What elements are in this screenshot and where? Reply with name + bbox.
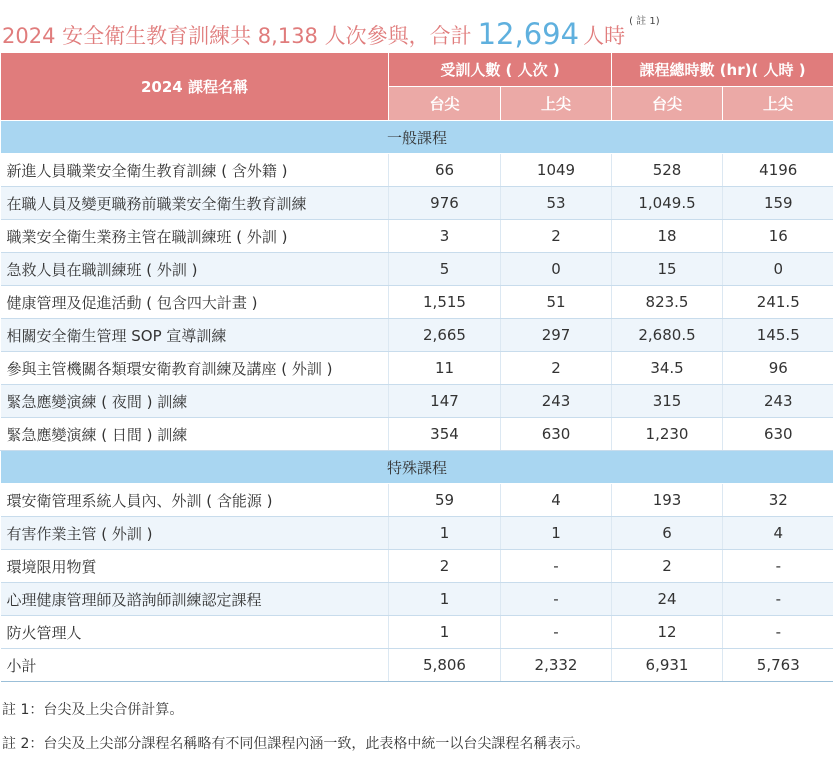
table-row: [1, 583, 833, 616]
value-cell: 96: [723, 352, 833, 385]
value-cell: 6: [612, 517, 723, 550]
value-cell: 2,665: [389, 319, 501, 352]
value-cell: 1: [389, 517, 501, 550]
value-cell: 5: [389, 253, 501, 286]
table-row: [1, 484, 833, 517]
section-row: [1, 451, 833, 484]
subtotal-value: 2,332: [501, 649, 612, 682]
value-cell: -: [723, 550, 833, 583]
table-row: [1, 616, 833, 649]
title-total-hours: 12,694: [477, 17, 580, 51]
value-cell: 354: [389, 418, 501, 451]
table-row: [1, 220, 833, 253]
subtotal-label: 小計: [1, 649, 389, 682]
value-cell: 2: [389, 550, 501, 583]
value-cell: 59: [389, 484, 501, 517]
value-cell: 4196: [723, 154, 833, 187]
value-cell: 1: [501, 517, 612, 550]
course-name-cell: 相關安全衛生管理 SOP 宣導訓練: [1, 319, 389, 352]
value-cell: 18: [612, 220, 723, 253]
subtotal-value: 5,806: [389, 649, 501, 682]
table-row: [1, 550, 833, 583]
value-cell: 2: [501, 220, 612, 253]
value-cell: 15: [612, 253, 723, 286]
title-unit: 人時: [583, 24, 626, 48]
value-cell: 297: [501, 319, 612, 352]
trainees-header: 受訓人數 ( 人次 ): [389, 53, 612, 87]
value-cell: 630: [723, 418, 833, 451]
value-cell: 243: [501, 385, 612, 418]
course-name-cell: 在職人員及變更職務前職業安全衛生教育訓練: [1, 187, 389, 220]
section-label: 特殊課程: [1, 451, 833, 484]
section-row: [1, 121, 833, 154]
value-cell: 3: [389, 220, 501, 253]
table-row: [1, 418, 833, 451]
value-cell: 1: [389, 616, 501, 649]
value-cell: 1049: [501, 154, 612, 187]
value-cell: 24: [612, 583, 723, 616]
value-cell: 976: [389, 187, 501, 220]
course-name-cell: 環境限用物質: [1, 550, 389, 583]
value-cell: 16: [723, 220, 833, 253]
value-cell: -: [723, 616, 833, 649]
value-cell: 2: [612, 550, 723, 583]
course-name-cell: 職業安全衛生業務主管在職訓練班 ( 外訓 ): [1, 220, 389, 253]
value-cell: 1: [389, 583, 501, 616]
footnote-2: 註 2：台尖及上尖部分課程名稱略有不同但課程內涵一致，此表格中統一以台尖課程名稱表示。: [2, 736, 590, 752]
value-cell: 34.5: [612, 352, 723, 385]
value-cell: -: [723, 583, 833, 616]
value-cell: 1,230: [612, 418, 723, 451]
course-name-cell: 健康管理及促進活動 ( 包含四大計畫 ): [1, 286, 389, 319]
value-cell: 159: [723, 187, 833, 220]
footnotes: [2, 693, 589, 761]
sub-header: 台尖: [612, 87, 723, 121]
course-name-cell: 心理健康管理師及諮詢師訓練認定課程: [1, 583, 389, 616]
table-row: [1, 517, 833, 550]
course-name-cell: 緊急應變演練 ( 日間 ) 訓練: [1, 418, 389, 451]
sub-header: 上尖: [723, 87, 833, 121]
training-table: [0, 52, 833, 682]
value-cell: 0: [501, 253, 612, 286]
title-prefix: 2024 安全衛生教育訓練共 8,138 人次參與，合計: [2, 24, 472, 48]
value-cell: 193: [612, 484, 723, 517]
section-label: 一般課程: [1, 121, 833, 154]
table-row: [1, 352, 833, 385]
value-cell: 2,680.5: [612, 319, 723, 352]
page-title: [2, 10, 660, 50]
value-cell: 823.5: [612, 286, 723, 319]
table-body: [1, 121, 833, 682]
value-cell: 4: [501, 484, 612, 517]
value-cell: 12: [612, 616, 723, 649]
course-name-cell: 防火管理人: [1, 616, 389, 649]
table-row: [1, 154, 833, 187]
value-cell: 0: [723, 253, 833, 286]
value-cell: 630: [501, 418, 612, 451]
value-cell: 243: [723, 385, 833, 418]
value-cell: 315: [612, 385, 723, 418]
value-cell: 66: [389, 154, 501, 187]
value-cell: 145.5: [723, 319, 833, 352]
sub-header: 台尖: [389, 87, 501, 121]
subtotal-value: 6,931: [612, 649, 723, 682]
sub-header: 上尖: [501, 87, 612, 121]
subtotal-value: 5,763: [723, 649, 833, 682]
title-note-mark: ( 註 1): [629, 16, 660, 27]
value-cell: -: [501, 583, 612, 616]
value-cell: 32: [723, 484, 833, 517]
subtotal-row: [1, 649, 833, 682]
value-cell: 241.5: [723, 286, 833, 319]
value-cell: -: [501, 616, 612, 649]
value-cell: 1,049.5: [612, 187, 723, 220]
value-cell: -: [501, 550, 612, 583]
course-name-cell: 有害作業主管 ( 外訓 ): [1, 517, 389, 550]
value-cell: 2: [501, 352, 612, 385]
table-row: [1, 286, 833, 319]
footnote-1: 註 1：台尖及上尖合併計算。: [2, 702, 184, 718]
course-name-cell: 緊急應變演練 ( 夜間 ) 訓練: [1, 385, 389, 418]
table-row: [1, 253, 833, 286]
course-name-cell: 新進人員職業安全衛生教育訓練 ( 含外籍 ): [1, 154, 389, 187]
table-row: [1, 187, 833, 220]
value-cell: 1,515: [389, 286, 501, 319]
course-name-cell: 急救人員在職訓練班 ( 外訓 ): [1, 253, 389, 286]
value-cell: 51: [501, 286, 612, 319]
value-cell: 53: [501, 187, 612, 220]
table-row: [1, 385, 833, 418]
value-cell: 528: [612, 154, 723, 187]
course-name-header: 2024 課程名稱: [1, 53, 389, 121]
table-row: [1, 319, 833, 352]
hours-header: 課程總時數 (hr)( 人時 ): [612, 53, 833, 87]
course-name-cell: 環安衛管理系統人員內、外訓 ( 含能源 ): [1, 484, 389, 517]
value-cell: 4: [723, 517, 833, 550]
value-cell: 147: [389, 385, 501, 418]
value-cell: 11: [389, 352, 501, 385]
course-name-cell: 參與主管機關各類環安衛教育訓練及講座 ( 外訓 ): [1, 352, 389, 385]
